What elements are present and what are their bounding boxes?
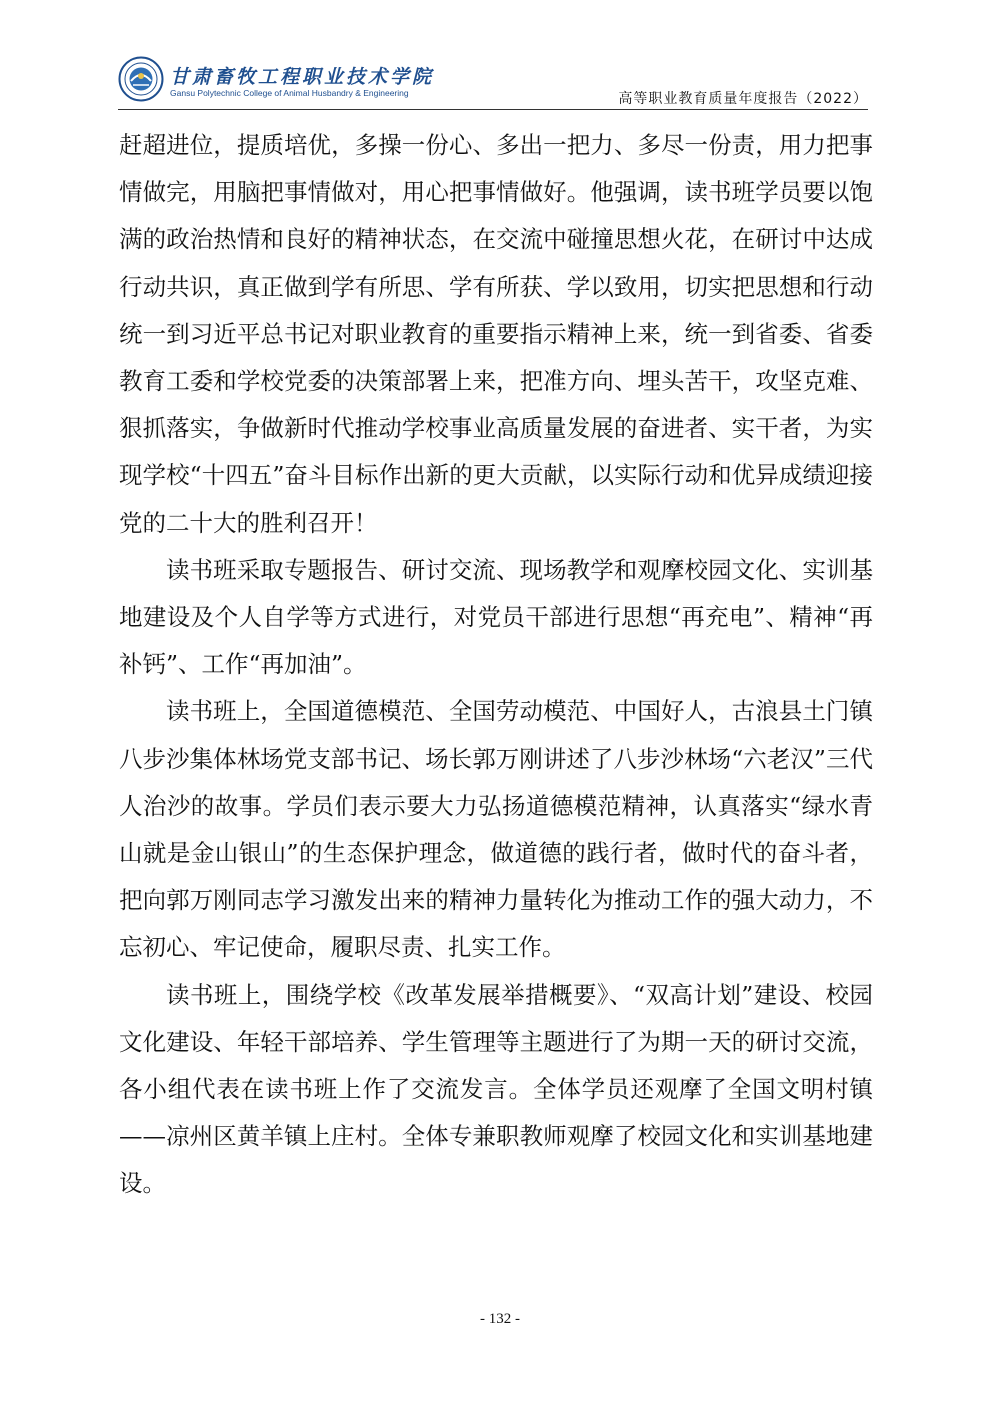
body-text: [119, 122, 873, 1208]
page-header: [118, 56, 868, 108]
paragraph: 读书班采取专题报告、研讨交流、现场教学和观摩校园文化、实训基地建设及个人自学等方式进行，对党员干部进行思想“再充电”、精神“再补钙”、工作“再加油”。: [119, 555, 873, 679]
paragraph-continued: 赶超进位，提质培优，多操一份心、多出一把力、多尽一份责，用力把事情做完，用脑把事情做对，用心把事情做好。他强调，读书班学员要以饱满的政治热情和良好的精神状态，在交流中碰撞思想火花，在研讨中达成行动共识，真正做到学有所思、学有所获、学以致用，切实把思想和行动统一到习近平总书记对职业教育的重要指示精神上来，统一到省委、省委教育工委和学校党委的决策部署上来，把准方向、埋头苦干，攻坚克难、狠抓落实，争做新时代推动学校事业高质量发展的奋进者、实干者，为实现学校“十四五”奋斗目标作出新的更大贡献，以实际行动和优异成绩迎接党的二十大的胜利召开！: [119, 131, 873, 537]
report-title: 高等职业教育质量年度报告（2022）: [618, 91, 868, 107]
college-name-cn: 甘肃畜牧工程职业技术学院: [170, 66, 435, 88]
college-name-en: Gansu Polytechnic College of Animal Husbandry & Engineering: [170, 88, 409, 98]
paragraph: 读书班上，全国道德模范、全国劳动模范、中国好人，古浪县土门镇八步沙集体林场党支部书记、场长郭万刚讲述了八步沙林场“六老汉”三代人治沙的故事。学员们表示要大力弘扬道德模范精神，认真落实“绿水青山就是金山银山”的生态保护理念，做道德的践行者，做时代的奋斗者，把向郭万刚同志学习激发出来的精神力量转化为推动工作的强大动力，不忘初心、牢记使命，履职尽责、扎实工作。: [119, 697, 873, 962]
paragraph: 读书班上，围绕学校《改革发展举措概要》、“双高计划”建设、校园文化建设、年轻干部培养、学生管理等主题进行了为期一天的研讨交流，各小组代表在读书班上作了交流发言。全体学员还观摩了全国文明村镇——凉州区黄羊镇上庄村。全体专兼职教师观摩了校园文化和实训基地建设。: [119, 980, 873, 1198]
header-divider: [118, 109, 868, 110]
college-emblem-icon: [118, 56, 164, 102]
page-number: - 132 -: [480, 1311, 520, 1327]
